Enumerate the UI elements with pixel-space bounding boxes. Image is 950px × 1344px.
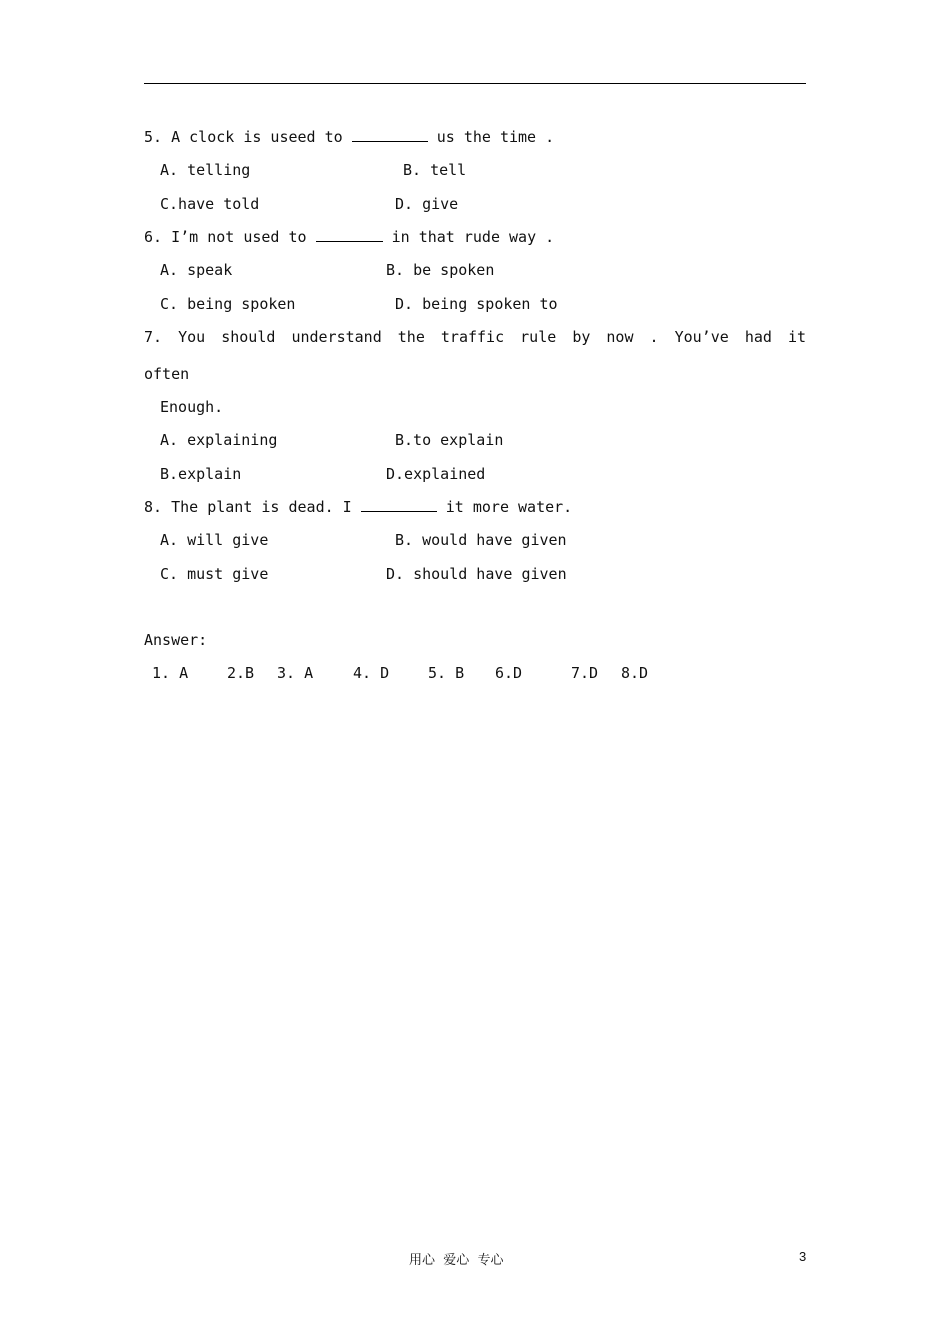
question-7-word: by <box>572 328 591 346</box>
question-7-word: . <box>649 328 659 346</box>
question-6-stem-start: 6. I’m not used to <box>144 228 316 246</box>
question-5-option-b: B. tell <box>403 161 467 179</box>
answer-blank <box>316 228 383 242</box>
header-rule <box>144 83 806 84</box>
answer-item-8: 8.D <box>621 664 649 682</box>
question-5-stem <box>144 128 554 146</box>
question-7-word: the <box>397 328 425 346</box>
question-5-option-a: A. telling <box>160 161 251 179</box>
question-6-option-d: D. being spoken to <box>395 295 558 313</box>
question-7-option-c: B.explain <box>160 465 242 483</box>
question-7-word: had <box>744 328 772 346</box>
question-8-stem <box>144 498 572 516</box>
question-6-option-b: B. be spoken <box>386 261 495 279</box>
page-footer: 用心 爱心 专心 <box>409 1253 504 1268</box>
question-5-option-d: D. give <box>395 195 459 213</box>
question-7-word: 7. <box>144 328 163 346</box>
question-8-option-b: B. would have given <box>395 531 567 549</box>
question-8-stem-end: it more water. <box>436 498 573 516</box>
question-7-word: now <box>606 328 634 346</box>
answer-item-2: 2.B <box>227 664 255 682</box>
question-7-word: You’ve <box>674 328 729 346</box>
answer-item-3: 3. A <box>277 664 314 682</box>
question-8-option-a: A. will give <box>160 531 269 549</box>
question-7-word: You <box>178 328 206 346</box>
question-8-option-c: C. must give <box>160 565 269 583</box>
answer-item-6: 6.D <box>495 664 523 682</box>
answer-item-4: 4. D <box>353 664 390 682</box>
question-7-option-a: A. explaining <box>160 431 278 449</box>
question-8-option-d: D. should have given <box>386 565 567 583</box>
answer-item-5: 5. B <box>428 664 465 682</box>
question-7-stem-line-3: Enough. <box>160 398 224 416</box>
question-6-stem-end: in that rude way . <box>382 228 555 246</box>
answer-blank <box>352 128 428 142</box>
question-7-stem <box>144 328 806 346</box>
answer-blank <box>361 498 437 512</box>
question-7-word: should <box>221 328 276 346</box>
question-7-option-d: D.explained <box>386 465 486 483</box>
question-6-stem <box>144 228 554 246</box>
question-5-stem-start: 5. A clock is useed to <box>144 128 352 146</box>
question-7-word: rule <box>520 328 557 346</box>
answer-item-7: 7.D <box>571 664 599 682</box>
question-7-stem-line-2: often <box>144 365 190 383</box>
question-7-option-b: B.to explain <box>395 431 504 449</box>
question-7-word: understand <box>291 328 382 346</box>
question-8-stem-start: 8. The plant is dead. I <box>144 498 361 516</box>
answer-heading: Answer: <box>144 631 208 649</box>
question-6-option-c: C. being spoken <box>160 295 296 313</box>
question-5-option-c: C.have told <box>160 195 260 213</box>
question-7-word: it <box>787 328 806 346</box>
answer-item-1: 1. A <box>152 664 189 682</box>
question-6-option-a: A. speak <box>160 261 233 279</box>
question-5-stem-end: us the time . <box>427 128 555 146</box>
page-number: 3 <box>799 1249 807 1264</box>
question-7-word: traffic <box>440 328 505 346</box>
